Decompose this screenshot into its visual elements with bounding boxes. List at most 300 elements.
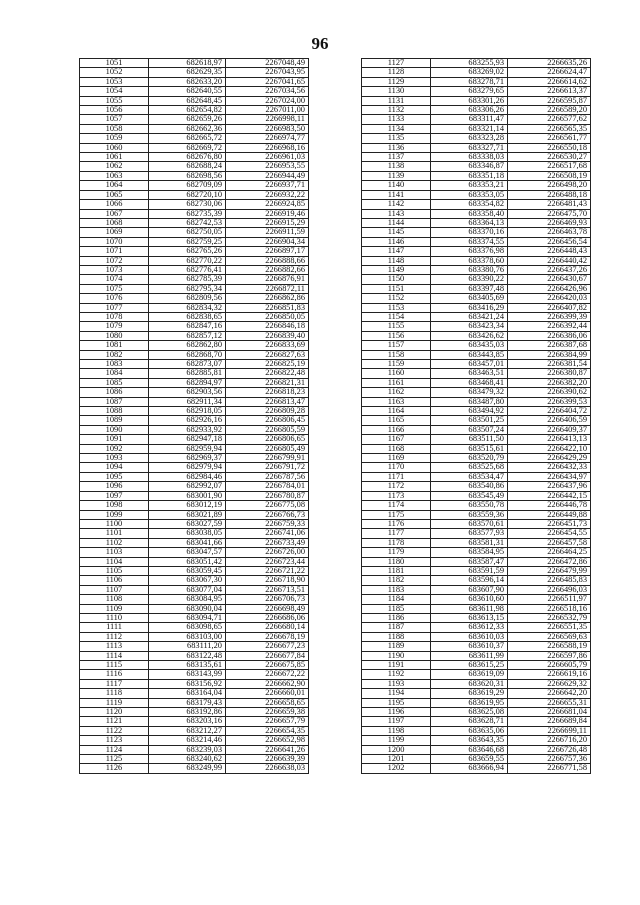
table-row xyxy=(362,124,591,133)
y-coordinate-cell: 2266449,88 xyxy=(508,510,591,519)
table-row xyxy=(362,585,591,594)
table-row xyxy=(362,171,591,180)
table-row xyxy=(80,444,309,453)
x-coordinate-cell: 683278,71 xyxy=(431,77,508,86)
point-number-cell: 1146 xyxy=(362,237,431,246)
x-coordinate-cell: 682698,56 xyxy=(149,171,226,180)
table-row xyxy=(362,275,591,284)
point-number-cell: 1143 xyxy=(362,209,431,218)
y-coordinate-cell: 2266806,45 xyxy=(226,416,309,425)
x-coordinate-cell: 682885,81 xyxy=(149,369,226,378)
point-number-cell: 1155 xyxy=(362,322,431,331)
point-number-cell: 1140 xyxy=(362,181,431,190)
table-row xyxy=(362,435,591,444)
x-coordinate-cell: 683534,47 xyxy=(431,472,508,481)
x-coordinate-cell: 682979,94 xyxy=(149,463,226,472)
y-coordinate-cell: 2266642,20 xyxy=(508,689,591,698)
y-coordinate-cell: 2267011,00 xyxy=(226,106,309,115)
y-coordinate-cell: 2266659,38 xyxy=(226,708,309,717)
table-row xyxy=(362,689,591,698)
table-row xyxy=(362,642,591,651)
table-row xyxy=(80,519,309,528)
table-row xyxy=(362,350,591,359)
table-row xyxy=(80,632,309,641)
point-number-cell: 1074 xyxy=(80,275,149,284)
x-coordinate-cell: 682838,65 xyxy=(149,312,226,321)
y-coordinate-cell: 2266508,19 xyxy=(508,171,591,180)
y-coordinate-cell: 2266897,17 xyxy=(226,247,309,256)
table-row xyxy=(362,736,591,745)
table-row xyxy=(80,454,309,463)
table-row xyxy=(80,407,309,416)
point-number-cell: 1136 xyxy=(362,143,431,152)
x-coordinate-cell: 682676,80 xyxy=(149,153,226,162)
y-coordinate-cell: 2266839,40 xyxy=(226,331,309,340)
y-coordinate-cell: 2266825,19 xyxy=(226,360,309,369)
y-coordinate-cell: 2266479,99 xyxy=(508,566,591,575)
x-coordinate-cell: 682759,25 xyxy=(149,237,226,246)
point-number-cell: 1145 xyxy=(362,228,431,237)
table-row xyxy=(80,265,309,274)
y-coordinate-cell: 2266496,03 xyxy=(508,585,591,594)
y-coordinate-cell: 2266404,72 xyxy=(508,407,591,416)
x-coordinate-cell: 683479,32 xyxy=(431,388,508,397)
table-row xyxy=(80,689,309,698)
x-coordinate-cell: 682709,09 xyxy=(149,181,226,190)
table-row xyxy=(80,115,309,124)
point-number-cell: 1115 xyxy=(80,661,149,670)
y-coordinate-cell: 2267043,95 xyxy=(226,68,309,77)
y-coordinate-cell: 2266733,49 xyxy=(226,538,309,547)
y-coordinate-cell: 2266846,18 xyxy=(226,322,309,331)
point-number-cell: 1197 xyxy=(362,717,431,726)
point-number-cell: 1152 xyxy=(362,294,431,303)
point-number-cell: 1137 xyxy=(362,153,431,162)
x-coordinate-cell: 683525,68 xyxy=(431,463,508,472)
table-row xyxy=(362,538,591,547)
x-coordinate-cell: 682926,16 xyxy=(149,416,226,425)
table-row xyxy=(362,87,591,96)
table-row xyxy=(80,538,309,547)
x-coordinate-cell: 683596,14 xyxy=(431,576,508,585)
x-coordinate-cell: 682918,05 xyxy=(149,407,226,416)
point-number-cell: 1058 xyxy=(80,124,149,133)
point-number-cell: 1199 xyxy=(362,736,431,745)
y-coordinate-cell: 2266775,08 xyxy=(226,501,309,510)
table-row xyxy=(80,529,309,538)
x-coordinate-cell: 683374,55 xyxy=(431,237,508,246)
point-number-cell: 1123 xyxy=(80,736,149,745)
y-coordinate-cell: 2266638,03 xyxy=(226,764,309,773)
y-coordinate-cell: 2266605,79 xyxy=(508,661,591,670)
x-coordinate-cell: 682720,10 xyxy=(149,190,226,199)
x-coordinate-cell: 682688,24 xyxy=(149,162,226,171)
table-row xyxy=(80,708,309,717)
table-row xyxy=(362,764,591,773)
point-number-cell: 1064 xyxy=(80,181,149,190)
table-row xyxy=(362,284,591,293)
x-coordinate-cell: 683311,47 xyxy=(431,115,508,124)
point-number-cell: 1150 xyxy=(362,275,431,284)
y-coordinate-cell: 2266718,90 xyxy=(226,576,309,585)
x-coordinate-cell: 683090,04 xyxy=(149,604,226,613)
y-coordinate-cell: 2266588,19 xyxy=(508,642,591,651)
y-coordinate-cell: 2266698,49 xyxy=(226,604,309,613)
point-number-cell: 1108 xyxy=(80,595,149,604)
point-number-cell: 1130 xyxy=(362,87,431,96)
x-coordinate-cell: 682735,39 xyxy=(149,209,226,218)
x-coordinate-cell: 682633,20 xyxy=(149,77,226,86)
point-number-cell: 1096 xyxy=(80,482,149,491)
table-row xyxy=(362,407,591,416)
y-coordinate-cell: 2266662,90 xyxy=(226,679,309,688)
table-row xyxy=(362,369,591,378)
y-coordinate-cell: 2266759,33 xyxy=(226,519,309,528)
x-coordinate-cell: 682834,32 xyxy=(149,303,226,312)
table-row xyxy=(80,378,309,387)
point-number-cell: 1106 xyxy=(80,576,149,585)
y-coordinate-cell: 2266699,11 xyxy=(508,726,591,735)
y-coordinate-cell: 2266961,03 xyxy=(226,153,309,162)
table-row xyxy=(80,190,309,199)
y-coordinate-cell: 2266511,97 xyxy=(508,595,591,604)
point-number-cell: 1193 xyxy=(362,679,431,688)
y-coordinate-cell: 2266463,78 xyxy=(508,228,591,237)
y-coordinate-cell: 2266434,97 xyxy=(508,472,591,481)
x-coordinate-cell: 683135,61 xyxy=(149,661,226,670)
table-row xyxy=(362,200,591,209)
table-row xyxy=(80,360,309,369)
point-number-cell: 1163 xyxy=(362,397,431,406)
y-coordinate-cell: 2266850,05 xyxy=(226,312,309,321)
point-number-cell: 1083 xyxy=(80,360,149,369)
x-coordinate-cell: 683027,59 xyxy=(149,519,226,528)
x-coordinate-cell: 682770,22 xyxy=(149,256,226,265)
table-row xyxy=(80,275,309,284)
table-row xyxy=(80,181,309,190)
x-coordinate-cell: 682873,07 xyxy=(149,360,226,369)
x-coordinate-cell: 683426,62 xyxy=(431,331,508,340)
x-coordinate-cell: 682776,41 xyxy=(149,265,226,274)
x-coordinate-cell: 683646,68 xyxy=(431,745,508,754)
point-number-cell: 1184 xyxy=(362,595,431,604)
table-row xyxy=(80,764,309,773)
point-number-cell: 1142 xyxy=(362,200,431,209)
point-number-cell: 1190 xyxy=(362,651,431,660)
y-coordinate-cell: 2266998,11 xyxy=(226,115,309,124)
point-number-cell: 1176 xyxy=(362,519,431,528)
table-row xyxy=(362,670,591,679)
point-number-cell: 1092 xyxy=(80,444,149,453)
table-row xyxy=(362,237,591,246)
point-number-cell: 1183 xyxy=(362,585,431,594)
y-coordinate-cell: 2266721,22 xyxy=(226,566,309,575)
y-coordinate-cell: 2266426,96 xyxy=(508,284,591,293)
x-coordinate-cell: 683390,22 xyxy=(431,275,508,284)
table-row xyxy=(362,341,591,350)
point-number-cell: 1113 xyxy=(80,642,149,651)
y-coordinate-cell: 2266399,53 xyxy=(508,397,591,406)
x-coordinate-cell: 683581,31 xyxy=(431,538,508,547)
point-number-cell: 1198 xyxy=(362,726,431,735)
table-row xyxy=(362,162,591,171)
y-coordinate-cell: 2266657,79 xyxy=(226,717,309,726)
x-coordinate-cell: 683607,90 xyxy=(431,585,508,594)
point-number-cell: 1094 xyxy=(80,463,149,472)
table-row xyxy=(80,566,309,575)
y-coordinate-cell: 2266784,01 xyxy=(226,482,309,491)
x-coordinate-cell: 683094,71 xyxy=(149,613,226,622)
x-coordinate-cell: 682662,36 xyxy=(149,124,226,133)
table-row xyxy=(80,416,309,425)
x-coordinate-cell: 683012,19 xyxy=(149,501,226,510)
point-number-cell: 1065 xyxy=(80,190,149,199)
y-coordinate-cell: 2266677,23 xyxy=(226,642,309,651)
y-coordinate-cell: 2266619,16 xyxy=(508,670,591,679)
y-coordinate-cell: 2266944,49 xyxy=(226,171,309,180)
y-coordinate-cell: 2266386,06 xyxy=(508,331,591,340)
table-row xyxy=(80,350,309,359)
table-row xyxy=(362,745,591,754)
table-row xyxy=(80,595,309,604)
point-number-cell: 1109 xyxy=(80,604,149,613)
point-number-cell: 1086 xyxy=(80,388,149,397)
y-coordinate-cell: 2266974,77 xyxy=(226,134,309,143)
point-number-cell: 1084 xyxy=(80,369,149,378)
y-coordinate-cell: 2266654,35 xyxy=(226,726,309,735)
table-row xyxy=(80,171,309,180)
point-number-cell: 1144 xyxy=(362,218,431,227)
point-number-cell: 1085 xyxy=(80,378,149,387)
point-number-cell: 1072 xyxy=(80,256,149,265)
table-row xyxy=(362,209,591,218)
table-row xyxy=(80,557,309,566)
y-coordinate-cell: 2266791,72 xyxy=(226,463,309,472)
x-coordinate-cell: 683084,95 xyxy=(149,595,226,604)
y-coordinate-cell: 2266983,50 xyxy=(226,124,309,133)
point-number-cell: 1060 xyxy=(80,143,149,152)
point-number-cell: 1187 xyxy=(362,623,431,632)
x-coordinate-cell: 683143,99 xyxy=(149,670,226,679)
point-number-cell: 1141 xyxy=(362,190,431,199)
y-coordinate-cell: 2266382,20 xyxy=(508,378,591,387)
x-coordinate-cell: 683351,18 xyxy=(431,171,508,180)
y-coordinate-cell: 2266681,04 xyxy=(508,708,591,717)
y-coordinate-cell: 2266551,35 xyxy=(508,623,591,632)
x-coordinate-cell: 683610,03 xyxy=(431,632,508,641)
y-coordinate-cell: 2266919,46 xyxy=(226,209,309,218)
y-coordinate-cell: 2266741,06 xyxy=(226,529,309,538)
x-coordinate-cell: 683255,93 xyxy=(431,59,508,68)
y-coordinate-cell: 2266614,62 xyxy=(508,77,591,86)
table-row xyxy=(80,482,309,491)
point-number-cell: 1188 xyxy=(362,632,431,641)
y-coordinate-cell: 2266968,16 xyxy=(226,143,309,152)
table-row xyxy=(362,651,591,660)
table-row xyxy=(362,181,591,190)
x-coordinate-cell: 682765,26 xyxy=(149,247,226,256)
table-row xyxy=(80,698,309,707)
y-coordinate-cell: 2266872,11 xyxy=(226,284,309,293)
y-coordinate-cell: 2266851,83 xyxy=(226,303,309,312)
table-row xyxy=(362,708,591,717)
x-coordinate-cell: 683378,60 xyxy=(431,256,508,265)
x-coordinate-cell: 683463,51 xyxy=(431,369,508,378)
x-coordinate-cell: 683587,47 xyxy=(431,557,508,566)
table-row xyxy=(80,134,309,143)
x-coordinate-cell: 683421,24 xyxy=(431,312,508,321)
x-coordinate-cell: 683550,78 xyxy=(431,501,508,510)
point-number-cell: 1103 xyxy=(80,548,149,557)
point-number-cell: 1185 xyxy=(362,604,431,613)
y-coordinate-cell: 2266726,00 xyxy=(226,548,309,557)
x-coordinate-cell: 683620,31 xyxy=(431,679,508,688)
y-coordinate-cell: 2266597,86 xyxy=(508,651,591,660)
table-row xyxy=(80,613,309,622)
table-row xyxy=(362,566,591,575)
table-row xyxy=(80,59,309,68)
x-coordinate-cell: 683611,98 xyxy=(431,604,508,613)
table-row xyxy=(362,454,591,463)
y-coordinate-cell: 2266464,25 xyxy=(508,548,591,557)
point-number-cell: 1093 xyxy=(80,454,149,463)
point-number-cell: 1104 xyxy=(80,557,149,566)
point-number-cell: 1052 xyxy=(80,68,149,77)
table-row xyxy=(80,209,309,218)
y-coordinate-cell: 2266457,58 xyxy=(508,538,591,547)
x-coordinate-cell: 683179,43 xyxy=(149,698,226,707)
point-number-cell: 1134 xyxy=(362,124,431,133)
y-coordinate-cell: 2266440,42 xyxy=(508,256,591,265)
point-number-cell: 1153 xyxy=(362,303,431,312)
table-row xyxy=(80,124,309,133)
point-number-cell: 1117 xyxy=(80,679,149,688)
x-coordinate-cell: 683591,59 xyxy=(431,566,508,575)
table-row xyxy=(80,247,309,256)
x-coordinate-cell: 683156,92 xyxy=(149,679,226,688)
y-coordinate-cell: 2266678,19 xyxy=(226,632,309,641)
x-coordinate-cell: 683192,86 xyxy=(149,708,226,717)
table-row xyxy=(362,576,591,585)
table-row xyxy=(362,322,591,331)
point-number-cell: 1059 xyxy=(80,134,149,143)
point-number-cell: 1111 xyxy=(80,623,149,632)
x-coordinate-cell: 683338,03 xyxy=(431,153,508,162)
point-number-cell: 1056 xyxy=(80,106,149,115)
table-row xyxy=(362,726,591,735)
x-coordinate-cell: 683610,60 xyxy=(431,595,508,604)
y-coordinate-cell: 2266689,84 xyxy=(508,717,591,726)
x-coordinate-cell: 683540,86 xyxy=(431,482,508,491)
point-number-cell: 1194 xyxy=(362,689,431,698)
x-coordinate-cell: 682742,53 xyxy=(149,218,226,227)
point-number-cell: 1100 xyxy=(80,519,149,528)
y-coordinate-cell: 2266530,27 xyxy=(508,153,591,162)
y-coordinate-cell: 2266407,82 xyxy=(508,303,591,312)
point-number-cell: 1178 xyxy=(362,538,431,547)
x-coordinate-cell: 682847,16 xyxy=(149,322,226,331)
y-coordinate-cell: 2266833,69 xyxy=(226,341,309,350)
x-coordinate-cell: 682785,39 xyxy=(149,275,226,284)
table-row xyxy=(80,388,309,397)
x-coordinate-cell: 683249,99 xyxy=(149,764,226,773)
table-row xyxy=(362,218,591,227)
table-row xyxy=(362,613,591,622)
y-coordinate-cell: 2266911,59 xyxy=(226,228,309,237)
y-coordinate-cell: 2266498,20 xyxy=(508,181,591,190)
x-coordinate-cell: 682992,07 xyxy=(149,482,226,491)
point-number-cell: 1062 xyxy=(80,162,149,171)
table-row xyxy=(80,143,309,152)
x-coordinate-cell: 683041,66 xyxy=(149,538,226,547)
y-coordinate-cell: 2266639,39 xyxy=(226,755,309,764)
x-coordinate-cell: 683203,16 xyxy=(149,717,226,726)
table-row xyxy=(80,218,309,227)
table-row xyxy=(362,134,591,143)
y-coordinate-cell: 2266565,35 xyxy=(508,124,591,133)
x-coordinate-cell: 683545,49 xyxy=(431,491,508,500)
table-row xyxy=(362,519,591,528)
table-row xyxy=(362,106,591,115)
x-coordinate-cell: 683619,09 xyxy=(431,670,508,679)
point-number-cell: 1201 xyxy=(362,755,431,764)
y-coordinate-cell: 2266915,29 xyxy=(226,218,309,227)
y-coordinate-cell: 2266658,65 xyxy=(226,698,309,707)
point-number-cell: 1054 xyxy=(80,87,149,96)
table-row xyxy=(362,294,591,303)
table-row xyxy=(362,59,591,68)
x-coordinate-cell: 683059,45 xyxy=(149,566,226,575)
table-row xyxy=(362,303,591,312)
table-row xyxy=(80,585,309,594)
x-coordinate-cell: 683507,24 xyxy=(431,425,508,434)
y-coordinate-cell: 2266932,22 xyxy=(226,190,309,199)
x-coordinate-cell: 683358,40 xyxy=(431,209,508,218)
y-coordinate-cell: 2266442,15 xyxy=(508,491,591,500)
point-number-cell: 1125 xyxy=(80,755,149,764)
point-number-cell: 1061 xyxy=(80,153,149,162)
x-coordinate-cell: 682730,06 xyxy=(149,200,226,209)
point-number-cell: 1181 xyxy=(362,566,431,575)
point-number-cell: 1079 xyxy=(80,322,149,331)
x-coordinate-cell: 683214,46 xyxy=(149,736,226,745)
y-coordinate-cell: 2266953,55 xyxy=(226,162,309,171)
y-coordinate-cell: 2266387,68 xyxy=(508,341,591,350)
y-coordinate-cell: 2266550,18 xyxy=(508,143,591,152)
y-coordinate-cell: 2267034,56 xyxy=(226,87,309,96)
point-number-cell: 1087 xyxy=(80,397,149,406)
y-coordinate-cell: 2266446,78 xyxy=(508,501,591,510)
x-coordinate-cell: 683212,27 xyxy=(149,726,226,735)
y-coordinate-cell: 2266655,31 xyxy=(508,698,591,707)
table-row xyxy=(362,482,591,491)
table-row xyxy=(80,642,309,651)
x-coordinate-cell: 682857,12 xyxy=(149,331,226,340)
x-coordinate-cell: 683515,61 xyxy=(431,444,508,453)
point-number-cell: 1051 xyxy=(80,59,149,68)
x-coordinate-cell: 683279,65 xyxy=(431,87,508,96)
x-coordinate-cell: 683570,61 xyxy=(431,519,508,528)
y-coordinate-cell: 2266723,44 xyxy=(226,557,309,566)
point-number-cell: 1138 xyxy=(362,162,431,171)
table-row xyxy=(80,77,309,86)
y-coordinate-cell: 2266454,55 xyxy=(508,529,591,538)
x-coordinate-cell: 683269,02 xyxy=(431,68,508,77)
point-number-cell: 1053 xyxy=(80,77,149,86)
point-number-cell: 1078 xyxy=(80,312,149,321)
point-number-cell: 1200 xyxy=(362,745,431,754)
x-coordinate-cell: 683111,20 xyxy=(149,642,226,651)
